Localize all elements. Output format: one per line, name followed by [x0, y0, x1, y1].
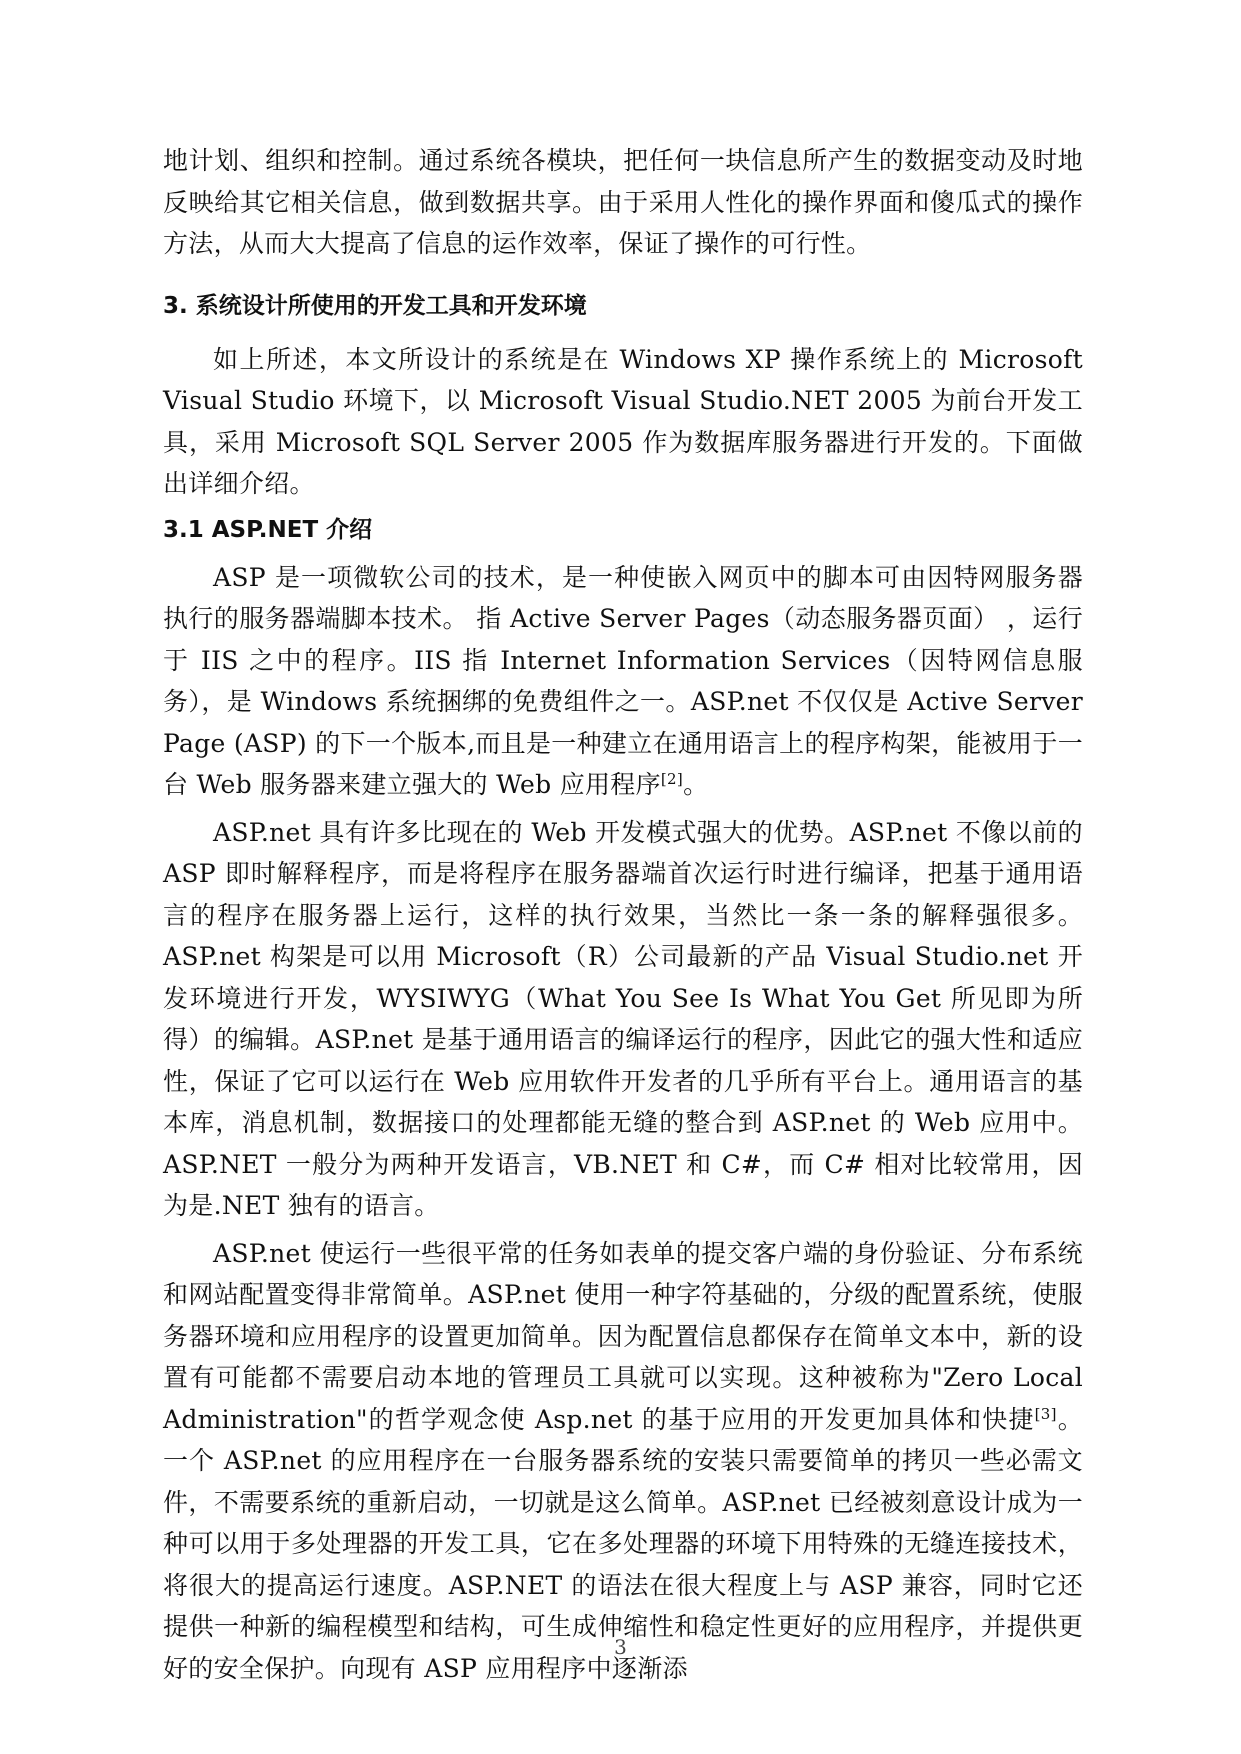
section-3-paragraph: 如上所述，本文所设计的系统是在 Windows XP 操作系统上的 Microsoft Visual Studio 环境下，以 Microsoft Visual Studio.NET 2005 为前台开发工具，采用 Microsoft SQL Server 2005 作为数据库服务器进行开发的。下面做出详细介绍。	[163, 344, 1083, 498]
aspnet-paragraph-2: ASP.net 具有许多比现在的 Web 开发模式强大的优势。ASP.net 不像以前的 ASP 即时解释程序，而是将程序在服务器端首次运行时进行编译，把基于通用语言的程序在服务器上运行，这样的执行效果，当然比一条一条的解释强很多。ASP.net 构架是可以用 Microsoft（R）公司最新的产品 Visual Studio.net 开发环境进行开发，WYSIWYG（What You See Is What You Get 所见即为所得）的编辑。ASP.net 是基于通用语言的编译运行的程序，因此它的强大性和适应性，保证了它可以运行在 Web 应用软件开发者的几乎所有平台上。通用语言的基本库，消息机制，数据接口的处理都能无缝的整合到 ASP.net 的 Web 应用中。ASP.NET 一般分为两种开发语言，VB.NET 和 C#，而 C# 相对比较常用，因为是.NET 独有的语言。	[163, 817, 1083, 1220]
citation-ref-2: [2]	[660, 770, 684, 788]
aspnet-paragraph-1	[163, 557, 1083, 806]
section-3-heading: 3. 系统设计所使用的开发工具和开发环境	[163, 292, 587, 319]
document-body	[163, 140, 1083, 1689]
citation-ref-3: [3]	[1034, 1404, 1057, 1423]
section-3-1-heading: 3.1 ASP.NET 介绍	[163, 516, 373, 543]
page-number: 3	[614, 1635, 627, 1659]
aspnet-paragraph-3-text: ASP.net 使运行一些很平常的任务如表单的提交客户端的身份验证、分布系统和网站配置变得非常简单。ASP.net 使用一种字符基础的，分级的配置系统，使服务器环境和应用程序的设置更加简单。因为配置信息都保存在简单文本中，新的设置有可能都不需要启动本地的管理员工具就可以实现。这种被称为"Zero Local Administration"的哲学观念使 Asp.net 的基于应用的开发更加具体和快捷	[163, 1238, 1083, 1434]
aspnet-paragraph-1-text: ASP 是一项微软公司的技术，是一种使嵌入网页中的脚本可由因特网服务器执行的服务器端脚本技术。 指 Active Server Pages（动态服务器页面） ，运行于 IIS 之中的程序。IIS 指 Internet Information Services（因特网信息服务），是 Windows 系统捆绑的免费组件之一。ASP.net 不仅仅是 Active Server Page (ASP) 的下一个版本,而且是一种建立在通用语言上的程序构架，能被用于一台 Web 服务器来建立强大的 Web 应用程序	[163, 562, 1083, 799]
aspnet-paragraph-3-continued: 。一个 ASP.net 的应用程序在一台服务器系统的安装只需要简单的拷贝一些必需文件，不需要系统的重新启动，一切就是这么简单。ASP.net 已经被刻意设计成为一种可以用于多处理器的开发工具，它在多处理器的环境下用特殊的无缝连接技术，将很大的提高运行速度。ASP.NET 的语法在很大程度上与 ASP 兼容，同时它还提供一种新的编程模型和结构，可生成伸缩性和稳定性更好的应用程序，并提供更好的安全保护。向现有 ASP 应用程序中逐渐添	[163, 1404, 1083, 1683]
aspnet-paragraph-1-end: 。	[683, 770, 709, 799]
aspnet-paragraph-3	[163, 1233, 1083, 1690]
intro-paragraph: 地计划、组织和控制。通过系统各模块，把任何一块信息所产生的数据变动及时地反映给其它相关信息，做到数据共享。由于采用人性化的操作界面和傻瓜式的操作方法，从而大大提高了信息的运作效率，保证了操作的可行性。	[163, 146, 1083, 258]
